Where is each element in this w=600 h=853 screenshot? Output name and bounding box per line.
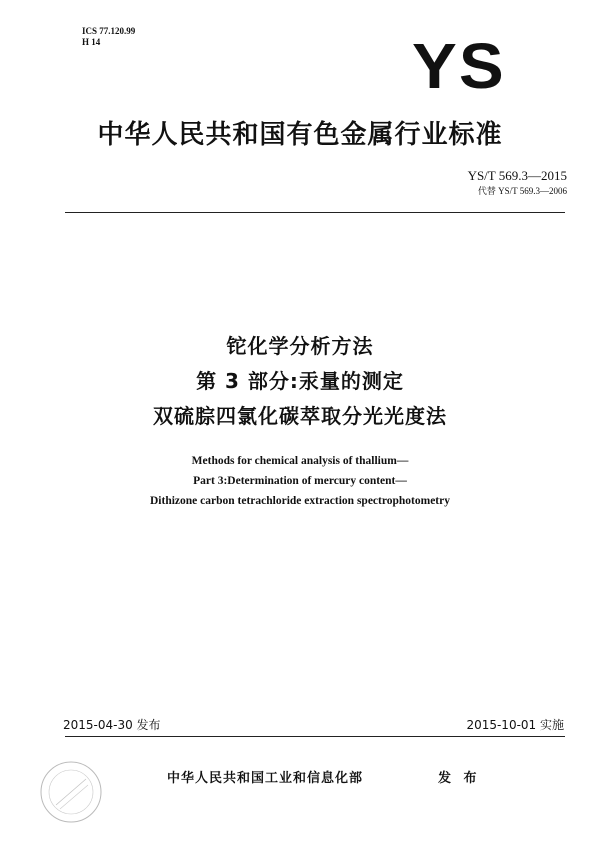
issue-label: 发 布 <box>438 771 481 786</box>
standard-number-block <box>468 168 567 197</box>
top-divider <box>65 212 565 213</box>
standard-number: YS/T 569.3—2015 <box>467 168 567 183</box>
title-en-line2: Part 3:Determination of mercury content— <box>193 475 407 487</box>
issuing-authority: 中华人民共和国工业和信息化部 <box>167 771 364 786</box>
replaces-standard: 代替 YS/T 569.3—2006 <box>477 186 567 196</box>
title-cn-line1: 铊化学分析方法 <box>226 334 374 358</box>
ics-code: ICS 77.120.99 <box>82 26 136 36</box>
bottom-divider <box>65 736 565 737</box>
title-en-line3: Dithizone carbon tetrachloride extraction spectrophotometry <box>150 495 450 507</box>
title-cn-line2: 第 3 部分:汞量的测定 <box>196 369 404 393</box>
title-en-line1: Methods for chemical analysis of thallium— <box>191 455 409 467</box>
implementation-date: 2015-10-01 实施 <box>466 718 564 732</box>
title-cn-line3: 双硫腙四氯化碳萃取分光光度法 <box>153 404 447 428</box>
classification-block <box>82 26 135 48</box>
ys-logo: YS <box>412 30 506 102</box>
circular-stamp-icon <box>36 757 106 827</box>
issue-date: 2015-04-30 发布 <box>63 718 161 732</box>
category-code: H 14 <box>82 37 101 47</box>
organization-title: 中华人民共和国有色金属行业标准 <box>97 120 503 150</box>
